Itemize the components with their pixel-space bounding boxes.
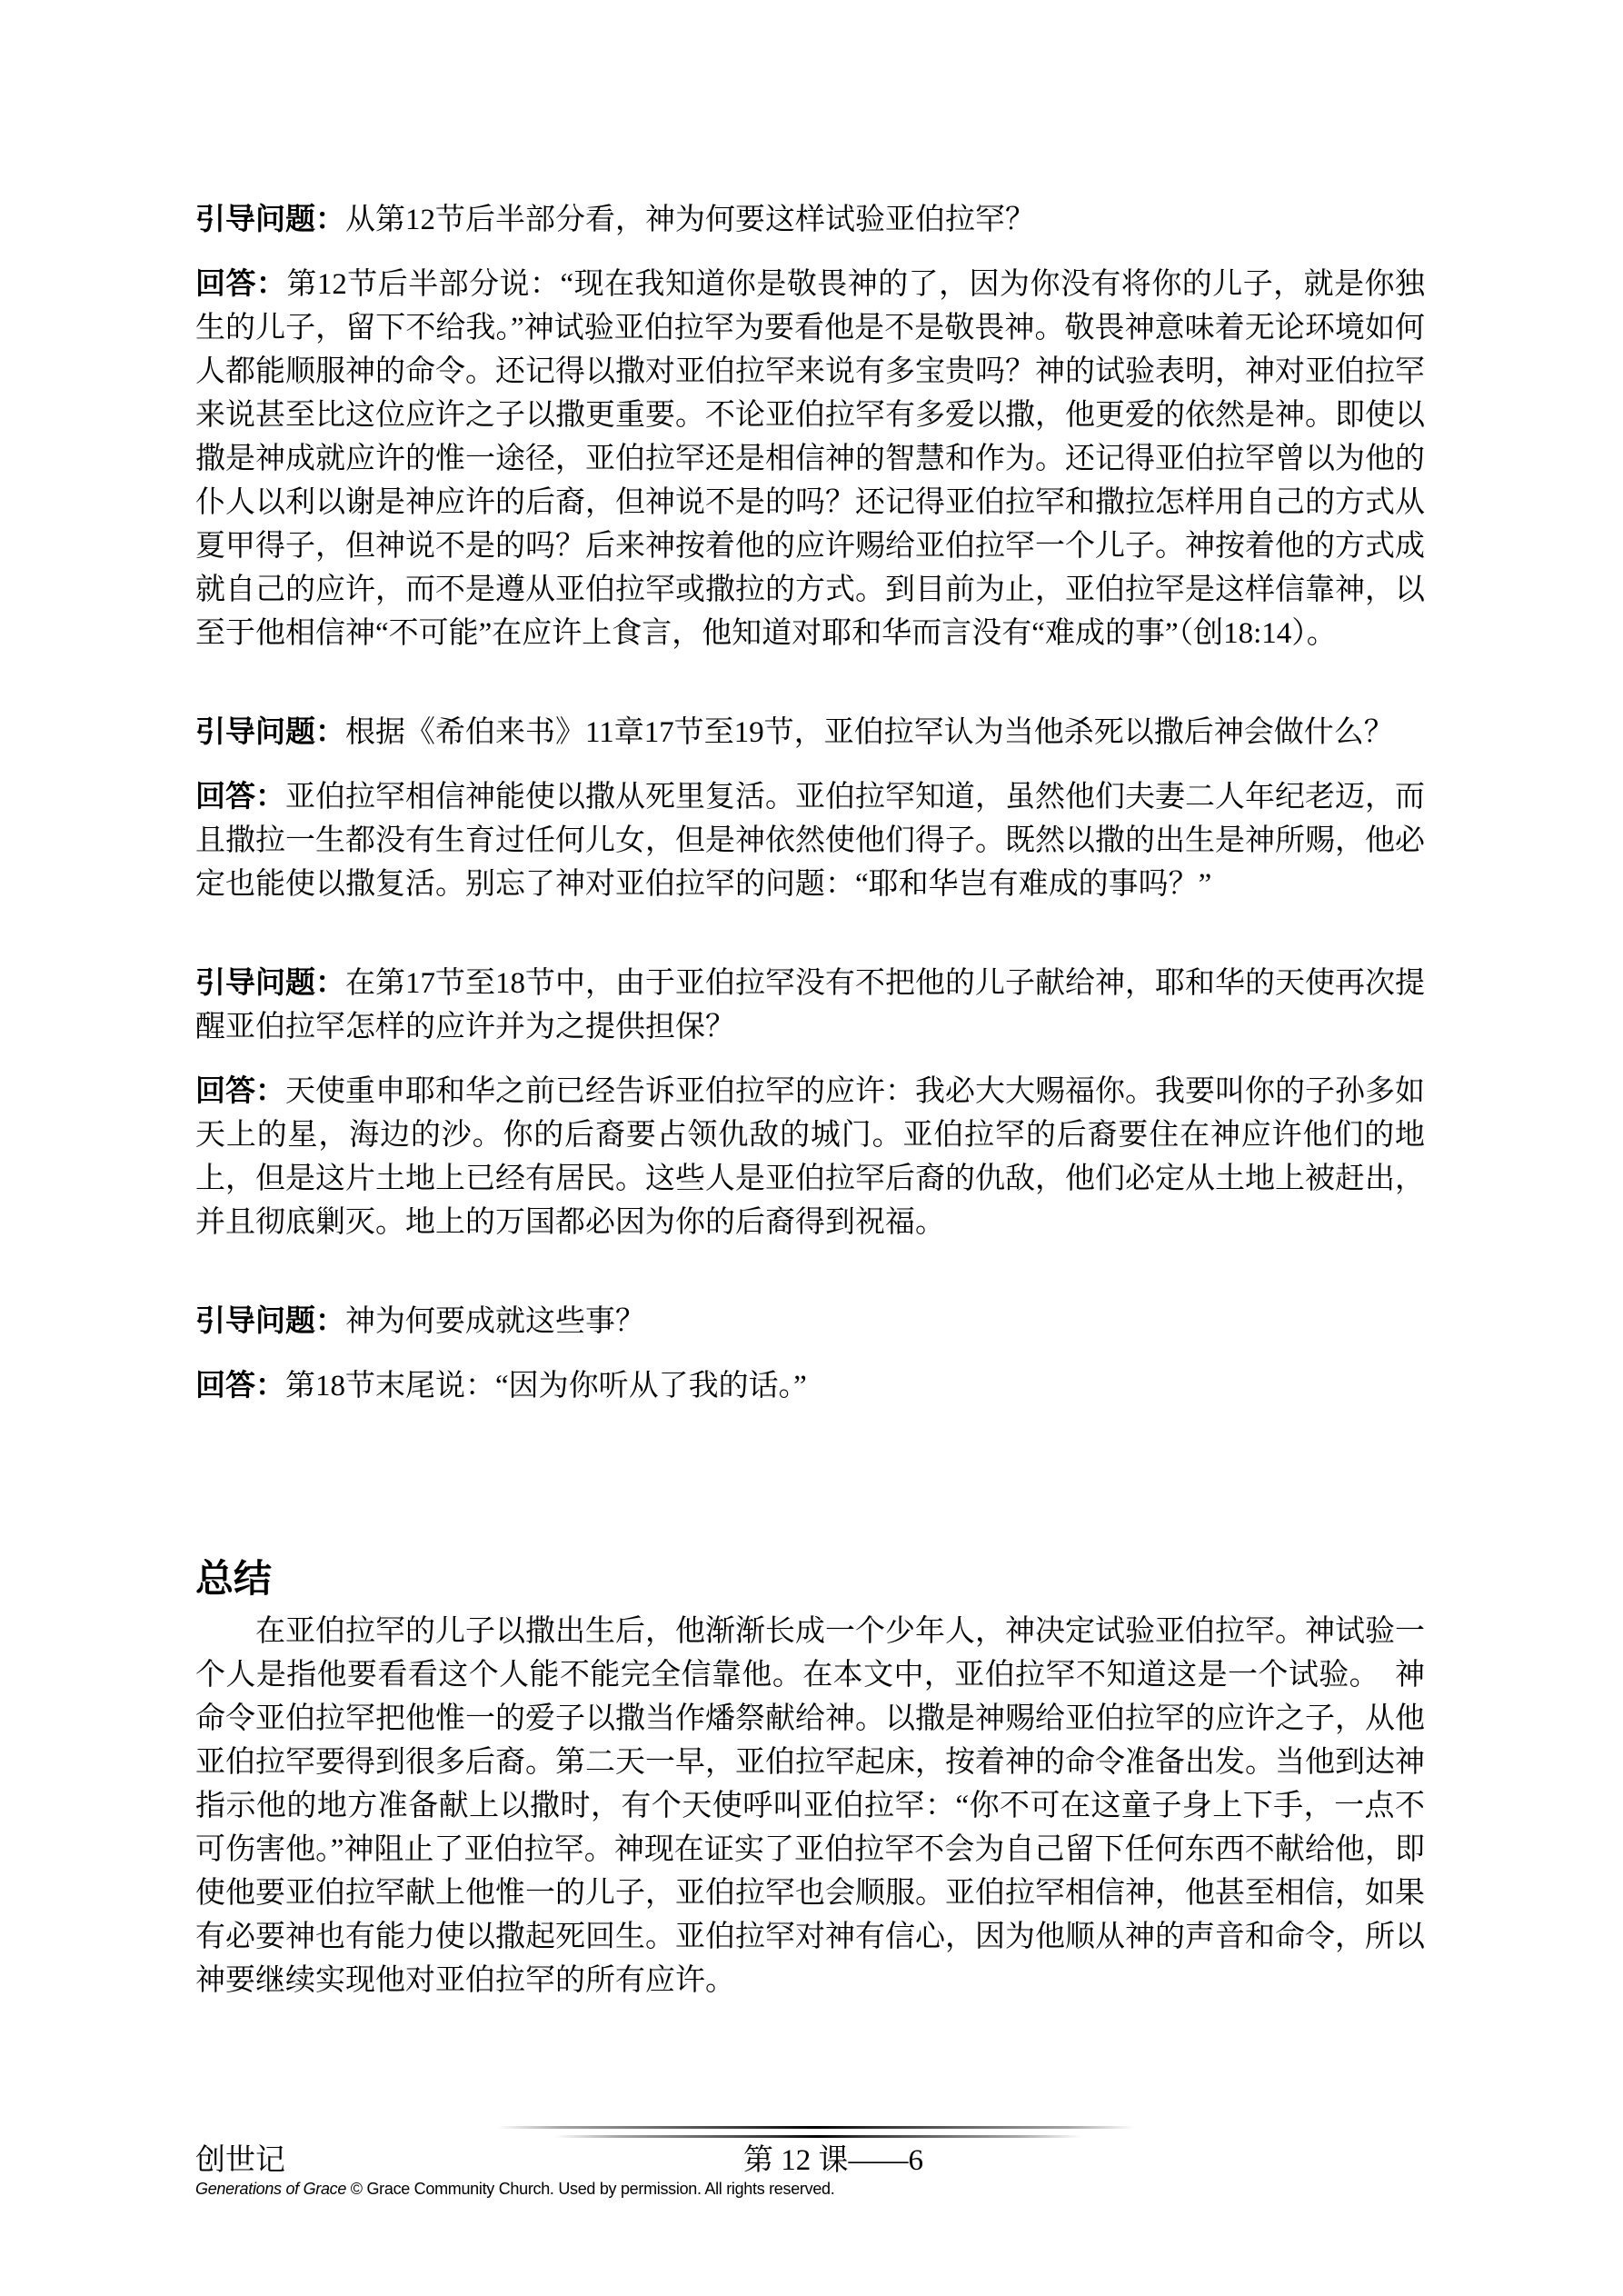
footer-book-title: 创世记 xyxy=(195,2144,285,2177)
answer xyxy=(195,1069,1425,1244)
summary-body: 在亚伯拉罕的儿子以撒出生后，他渐渐长成一个少年人，神决定试验亚伯拉罕。神试验一个人是指他要看看这个人能不能完全信靠他。在本文中，亚伯拉罕不知道这是一个试验。 神命令亚伯拉罕把他惟一的爱子以撒当作燔祭献给神。以撒是神赐给亚伯拉罕的应许之子，从他亚伯拉罕要得到很多后裔。第二天一早，亚伯拉罕起床，按着神的命令准备出发。当他到达神指示他的地方准备献上以撒时，有个天使呼叫亚伯拉罕：“你不可在这童子身上下手，一点不可伤害他。”神阻止了亚伯拉罕。神现在证实了亚伯拉罕不会为自己留下任何东西不献给他，即使他要亚伯拉罕献上他惟一的儿子，亚伯拉罕也会顺服。亚伯拉罕相信神，他甚至相信，如果有必要神也有能力使以撒起死回生。亚伯拉罕对神有信心，因为他顺从神的声音和命令，所以神要继续实现他对亚伯拉罕的所有应许。 xyxy=(195,1615,1425,1997)
answer-label: 回答： xyxy=(195,1368,285,1402)
question-text: 神为何要成就这些事？ xyxy=(345,1305,645,1338)
question-text: 在第17节至18节中，由于亚伯拉罕没有不把他的儿子献给神，耶和华的天使再次提醒亚伯拉罕怎样的应许并为之提供担保？ xyxy=(195,967,1425,1043)
question-label: 引导问题： xyxy=(195,714,345,748)
answer-text: 第18节末尾说：“因为你听从了我的话。” xyxy=(285,1370,807,1403)
answer-text: 天使重申耶和华之前已经告诉亚伯拉罕的应许：我必大大赐福你。我要叫你的子孙多如天上的星，海边的沙。你的后裔要占领仇敌的城门。亚伯拉罕的后裔要住在神应许他们的地上，但是这片土地上已经有居民。这些人是亚伯拉罕后裔的仇敌，他们必定从土地上被赶出，并且彻底剿灭。地上的万国都必因为你的后裔得到祝福。 xyxy=(195,1075,1425,1239)
question-label: 引导问题： xyxy=(195,1303,345,1337)
footer-divider-top-rule xyxy=(497,2126,1134,2129)
answer-text: 第12节后半部分说：“现在我知道你是敬畏神的了，因为你没有将你的儿子，就是你独生的儿子，留下不给我。”神试验亚伯拉罕为要看他是不是敬畏神。敬畏神意味着无论环境如何人都能顺服神的命令。还记得以撒对亚伯拉罕来说有多宝贵吗？神的试验表明，神对亚伯拉罕来说甚至比这位应许之子以撒更重要。不论亚伯拉罕有多爱以撒，他更爱的依然是神。即使以撒是神成就应许的惟一途径，亚伯拉罕还是相信神的智慧和作为。还记得亚伯拉罕曾以为他的仆人以利以谢是神应许的后裔，但神说不是的吗？还记得亚伯拉罕和撒拉怎样用自己的方式从夏甲得子，但神说不是的吗？后来神按着他的应许赐给亚伯拉罕一个儿子。神按着他的方式成就自己的应许，而不是遵从亚伯拉罕或撒拉的方式。到目前为止，亚伯拉罕是这样信靠神，以至于他相信神“不可能”在应许上食言，他知道对耶和华而言没有“难成的事”（创18:14）。 xyxy=(195,268,1426,650)
guide-question xyxy=(195,1299,1425,1343)
guide-question xyxy=(195,710,1425,754)
qa-block xyxy=(195,197,1425,655)
question-label: 引导问题： xyxy=(195,965,345,999)
answer xyxy=(195,1363,1425,1408)
qa-block xyxy=(195,710,1425,906)
footer-copyright-rest: © Grace Community Church. Used by permission. All rights reserved. xyxy=(346,2180,835,2198)
footer-lesson-page-number: 第 12 课——6 xyxy=(743,2144,923,2177)
answer-text: 亚伯拉罕相信神能使以撒从死里复活。亚伯拉罕知道，虽然他们夫妻二人年纪老迈，而且撒拉一生都没有生育过任何儿女，但是神依然使他们得子。既然以撒的出生是神所赐，他必定也能使以撒复活。别忘了神对亚伯拉罕的问题：“耶和华岂有难成的事吗？” xyxy=(195,781,1425,901)
summary-heading: 总结 xyxy=(195,1557,273,1600)
answer xyxy=(195,774,1425,906)
guide-question xyxy=(195,197,1425,242)
footer-divider-bottom-rule xyxy=(554,2135,1081,2138)
guide-question xyxy=(195,961,1425,1049)
answer-label: 回答： xyxy=(195,779,285,813)
question-text: 根据《希伯来书》11章17节至19节，亚伯拉罕认为当他杀死以撒后神会做什么？ xyxy=(345,716,1394,749)
qa-block xyxy=(195,1299,1425,1408)
question-label: 引导问题： xyxy=(195,202,345,235)
question-text: 从第12节后半部分看，神为何要这样试验亚伯拉罕？ xyxy=(345,204,1035,236)
answer xyxy=(195,262,1425,655)
answer-label: 回答： xyxy=(195,266,287,300)
qa-block xyxy=(195,961,1425,1244)
footer-copyright-series-name: Generations of Grace xyxy=(195,2180,347,2198)
document-body xyxy=(195,197,1425,2002)
answer-label: 回答： xyxy=(195,1073,285,1107)
footer-copyright-line xyxy=(195,2178,834,2200)
